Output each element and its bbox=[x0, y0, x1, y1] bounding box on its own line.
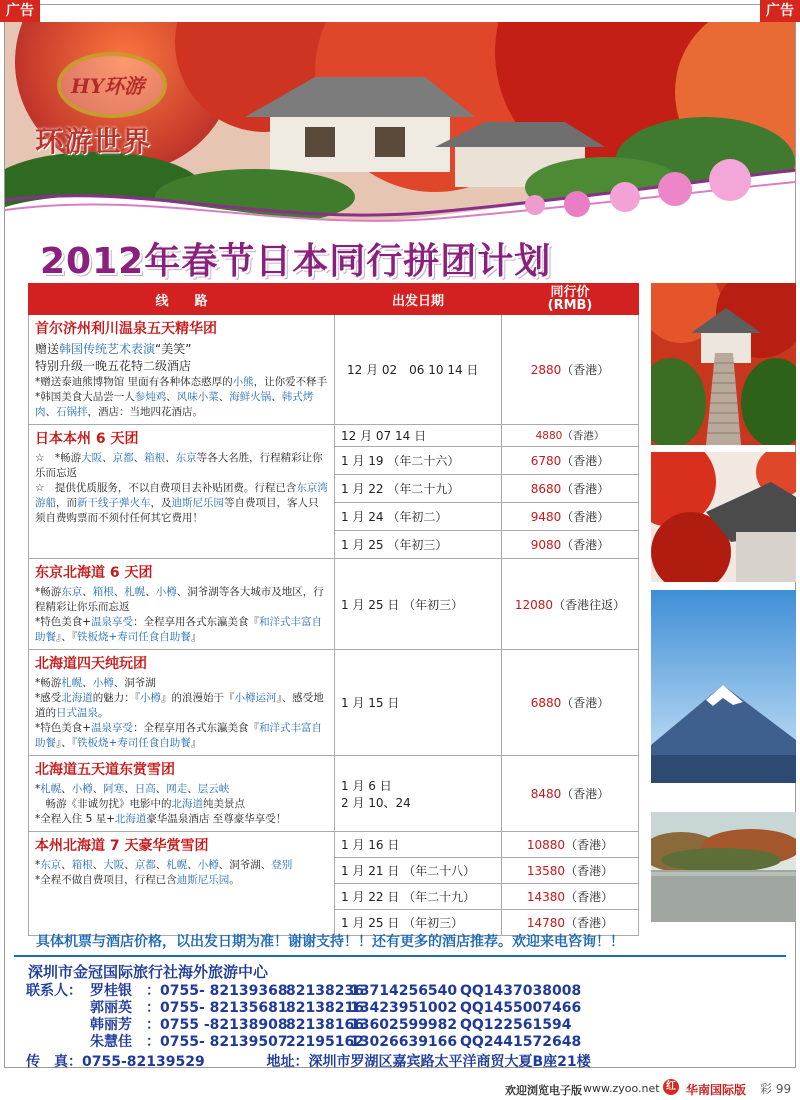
price-currency: （香港） bbox=[561, 787, 610, 801]
footer-mark: 红 bbox=[663, 1079, 679, 1095]
side-photo-stairs bbox=[651, 283, 796, 445]
contact-label: 联系人： bbox=[26, 983, 82, 999]
price-cell bbox=[502, 650, 639, 756]
route-desc-line: *畅游东京、箱根、札幌、小樽、洞爷湖等各大城市及地区，行程精彩让你乐而忘返 bbox=[35, 586, 324, 613]
price-currency: （香港） bbox=[562, 430, 605, 442]
price-cell bbox=[502, 503, 639, 531]
header-price bbox=[502, 284, 639, 315]
price-cell bbox=[502, 531, 639, 559]
contact-name: 朱慧佳 bbox=[90, 1034, 132, 1050]
contact-phone2: 22195162 bbox=[286, 1034, 364, 1050]
contact-mobile: 13026639166 bbox=[350, 1034, 458, 1050]
header-price-label: 同行价 (RMB) bbox=[547, 285, 593, 313]
route-desc-line: *畅游札幌、小樽、洞爷湖 bbox=[35, 677, 156, 689]
departure-date: 1 月 6 日 2 月 10、24 bbox=[335, 756, 502, 832]
departure-date: 1 月 25 （年初三） bbox=[335, 531, 502, 559]
table-row bbox=[29, 425, 639, 447]
price-currency: （香港） bbox=[561, 696, 610, 710]
side-photo-lake bbox=[651, 812, 796, 922]
price-cell bbox=[502, 447, 639, 475]
contact-phone: ：0755- 82135681 bbox=[146, 1000, 288, 1016]
price-value: 12080 bbox=[514, 597, 554, 612]
price-cell bbox=[502, 756, 639, 832]
route-cell bbox=[29, 315, 335, 425]
route-desc-line: *特色美食+温泉享受：全程享用各式东瀛美食『和洋式丰富自助餐』、『铁板烧+寿司任食自助餐』 bbox=[35, 722, 323, 749]
price-value: 4880 bbox=[535, 430, 563, 442]
price-cell bbox=[502, 475, 639, 503]
ad-label-left: 广告 bbox=[0, 0, 40, 22]
route-cell bbox=[29, 756, 335, 832]
price-cell bbox=[502, 832, 639, 858]
price-currency: （香港） bbox=[565, 864, 614, 878]
contact-name: 罗桂银 bbox=[90, 983, 132, 999]
route-cell bbox=[29, 832, 335, 936]
route-desc-line: *全程入住 5 星+北海道豪华温泉酒店 至尊豪华享受！ bbox=[35, 813, 287, 825]
departure-date: 1 月 16 日 bbox=[335, 832, 502, 858]
price-value: 9080 bbox=[530, 538, 562, 552]
departure-date: 12 月 07 14 日 bbox=[335, 425, 502, 447]
route-desc-line: *全程不做自费项目，行程已含迪斯尼乐园。 bbox=[35, 874, 240, 886]
price-value: 13580 bbox=[526, 864, 566, 878]
departure-date: 12 月 02 06 10 14 日 bbox=[335, 315, 502, 425]
price-cell bbox=[502, 884, 639, 910]
contact-row bbox=[26, 1017, 581, 1034]
table-row bbox=[29, 832, 639, 858]
company-name: 深圳市金冠国际旅行社海外旅游中心 bbox=[28, 963, 269, 981]
departure-date: 1 月 21 日 （年二十八） bbox=[335, 858, 502, 884]
footer-brand: 华南国际版 bbox=[686, 1083, 747, 1097]
route-name: 日本本州 6 天团 bbox=[35, 431, 139, 447]
table-row bbox=[29, 315, 639, 425]
page-footer bbox=[0, 1076, 800, 1098]
route-desc-line: 赠送韩国传统艺术表演“美笑” bbox=[35, 342, 192, 356]
route-desc-line: 畅游《非诚勿扰》电影中的北海道纯美景点 bbox=[35, 798, 245, 810]
fax-label: 传 真： bbox=[26, 1054, 82, 1070]
departure-date: 1 月 22 （年二十九） bbox=[335, 475, 502, 503]
price-cell bbox=[502, 559, 639, 650]
header-date: 出发日期 bbox=[335, 284, 502, 315]
address-label: 地址： bbox=[266, 1054, 309, 1070]
logo-mark: HY环游 bbox=[71, 74, 145, 98]
departure-date: 1 月 15 日 bbox=[335, 650, 502, 756]
price-currency: （香港） bbox=[561, 454, 610, 468]
price-value: 2880 bbox=[530, 363, 562, 377]
contact-qq: QQ122561594 bbox=[460, 1017, 572, 1033]
route-cell bbox=[29, 425, 335, 559]
route-desc-line: *赠送泰迪熊博物馆 里面有各种体态憨厚的小熊，让你爱不释手*韩国美食大品尝一人参炖鸡、风味小菜、海鲜火锅、韩式烤肉、石锅拌，酒店：当地四花酒店。 bbox=[35, 376, 328, 418]
contact-mobile: 13602599982 bbox=[350, 1017, 458, 1033]
route-desc-line: *东京、箱根、大阪、京都、札幌、小樽、洞爷湖、登别 bbox=[35, 859, 293, 871]
departure-date: 1 月 25 日 （年初三） bbox=[335, 910, 502, 936]
contact-phone: ：0755- 82139507 bbox=[146, 1034, 288, 1050]
route-desc-line: *感受北海道的魅力：『小樽』的浪漫始于『小樽运河』、感受地道的日式温泉。 bbox=[35, 692, 324, 719]
route-desc-line: *札幌、小樽、阿寒、日高、网走、层云峡 bbox=[35, 783, 230, 795]
contact-phone: ：0755 -82138908 bbox=[146, 1017, 288, 1033]
price-value: 8680 bbox=[530, 482, 562, 496]
route-name: 东京北海道 6 天团 bbox=[35, 565, 153, 581]
route-name: 北海道五天道东赏雪团 bbox=[35, 762, 175, 778]
price-currency: （香港往返） bbox=[553, 597, 626, 612]
price-value: 6880 bbox=[530, 696, 562, 710]
price-currency: （香港） bbox=[565, 916, 614, 930]
departure-date: 1 月 24 （年初二） bbox=[335, 503, 502, 531]
footer-url[interactable]: www.zyoo.net bbox=[583, 1082, 660, 1095]
price-value: 9480 bbox=[530, 510, 562, 524]
price-currency: （香港） bbox=[561, 482, 610, 496]
price-cell bbox=[502, 315, 639, 425]
fax-address-row bbox=[26, 1051, 591, 1071]
logo bbox=[35, 52, 205, 162]
route-name: 本州北海道 7 天豪华赏雪团 bbox=[35, 838, 209, 854]
page-title: 2012年春节日本同行拼团计划 bbox=[40, 241, 552, 282]
logo-name: 环游世界 bbox=[35, 125, 152, 158]
route-desc-line: *特色美食+温泉享受：全程享用各式东瀛美食『和洋式丰富自助餐』、『铁板烧+寿司任食自助餐』 bbox=[35, 616, 323, 643]
price-currency: （香港） bbox=[561, 538, 610, 552]
route-desc-line: ☆ 提供优质服务，不以自费项目去补贴团费。行程已含东京湾游船，而新干线子弹火车，及迪斯尼乐园等自费项目，客人只须自费购票而不须付任何其它费用！ bbox=[35, 482, 328, 524]
contact-row bbox=[26, 983, 581, 1000]
price-currency: （香港） bbox=[565, 838, 614, 852]
side-photo-mount-fuji bbox=[651, 590, 796, 783]
route-name: 北海道四天纯玩团 bbox=[35, 656, 147, 672]
price-cell bbox=[502, 858, 639, 884]
contact-phone2: 82138216 bbox=[286, 1000, 364, 1016]
footer-text: 欢迎浏览电子版 bbox=[505, 1084, 582, 1097]
price-cell bbox=[502, 425, 639, 447]
contact-list bbox=[26, 983, 581, 1051]
contact-row bbox=[26, 1000, 581, 1017]
price-currency: （香港） bbox=[565, 890, 614, 904]
contact-qq: QQ2441572648 bbox=[460, 1034, 582, 1050]
price-value: 10880 bbox=[526, 838, 566, 852]
contact-phone2: 82138166 bbox=[286, 1017, 364, 1033]
contact-qq: QQ1437038008 bbox=[460, 983, 582, 999]
contact-name: 韩丽芳 bbox=[90, 1017, 132, 1033]
route-name: 首尔济州利川温泉五天精华团 bbox=[35, 321, 217, 337]
price-currency: （香港） bbox=[561, 510, 610, 524]
contact-row bbox=[26, 1034, 581, 1051]
contact-name: 郭丽英 bbox=[90, 1000, 132, 1016]
divider bbox=[14, 955, 786, 957]
route-desc-line: ☆ *畅游大阪、京都、箱根、东京等各大名胜，行程精彩让你乐而忘返 bbox=[35, 452, 323, 479]
price-value: 6780 bbox=[530, 454, 562, 468]
table-header-row bbox=[29, 284, 639, 315]
address-value: 深圳市罗湖区嘉宾路太平洋商贸大夏B座21楼 bbox=[308, 1054, 591, 1070]
route-desc-line: 特别升级一晚五花特二级酒店 bbox=[35, 359, 192, 373]
route-cell bbox=[29, 650, 335, 756]
departure-date: 1 月 25 日 （年初三） bbox=[335, 559, 502, 650]
price-currency: （香港） bbox=[561, 363, 610, 377]
contact-mobile: 13714256540 bbox=[350, 983, 458, 999]
tour-table bbox=[28, 283, 639, 936]
price-value: 14780 bbox=[526, 916, 566, 930]
route-cell bbox=[29, 559, 335, 650]
fax-value: 0755-82139529 bbox=[82, 1054, 205, 1070]
footer-page: 彩 99 bbox=[760, 1082, 792, 1096]
ad-label-right: 广告 bbox=[760, 0, 800, 22]
side-photo-temple-roof bbox=[651, 452, 796, 582]
notice-text: 具体机票与酒店价格，以出发日期为准！谢谢支持！！还有更多的酒店推荐。欢迎来电咨询！！ bbox=[36, 934, 624, 950]
table-row bbox=[29, 559, 639, 650]
contact-qq: QQ1455007466 bbox=[460, 1000, 582, 1016]
table-row bbox=[29, 650, 639, 756]
price-value: 14380 bbox=[526, 890, 566, 904]
departure-date: 1 月 22 日 （年二十九） bbox=[335, 884, 502, 910]
contact-mobile: 13423951002 bbox=[350, 1000, 458, 1016]
hero-banner-image bbox=[5, 22, 795, 222]
departure-date: 1 月 19 （年二十六） bbox=[335, 447, 502, 475]
table-row bbox=[29, 756, 639, 832]
contact-phone: ：0755- 82139368 bbox=[146, 983, 288, 999]
price-value: 8480 bbox=[530, 787, 562, 801]
contact-phone2: 82138236 bbox=[286, 983, 364, 999]
header-route: 线 路 bbox=[29, 284, 335, 315]
